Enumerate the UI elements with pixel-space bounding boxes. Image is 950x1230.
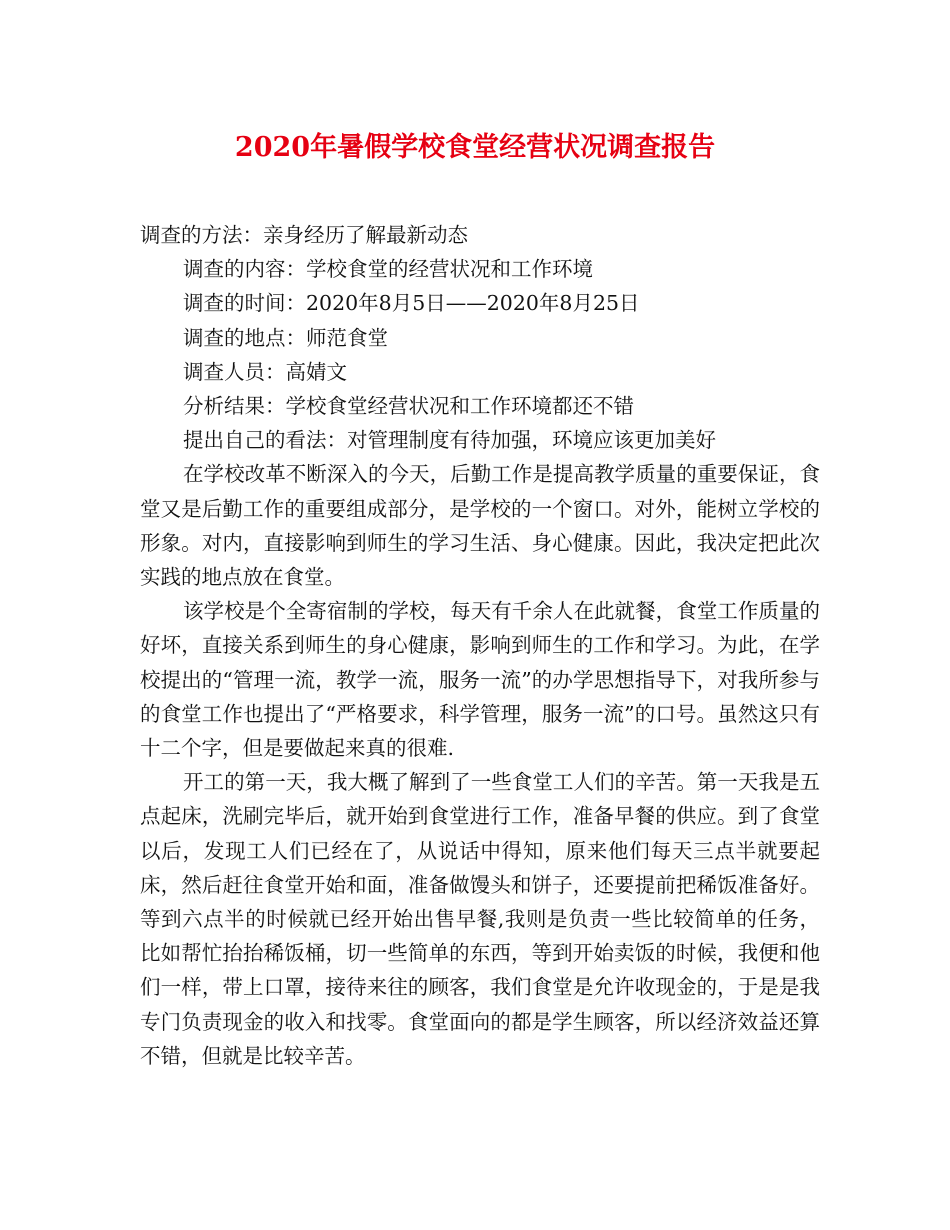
- meta-result: 分析结果：学校食堂经营状况和工作环境都还不错: [183, 394, 634, 419]
- document-title: 2020年暑假学校食堂经营状况调查报告: [234, 132, 716, 163]
- document-body: [140, 218, 820, 1073]
- meta-opinion: 提出自己的看法：对管理制度有待加强，环境应该更加美好: [183, 428, 716, 453]
- meta-investigator: 调查人员：高婧文: [183, 359, 347, 384]
- body-paragraph: 在学校改革不断深入的今天，后勤工作是提高教学质量的重要保证，食堂又是后勤工作的重要组成部分，是学校的一个窗口。对外，能树立学校的形象。对内，直接影响到师生的学习生活、身心健康。因此，我决定把此次实践的地点放在食堂。: [140, 462, 820, 590]
- meta-content: 调查的内容：学校食堂的经营状况和工作环境: [183, 257, 593, 282]
- meta-time: 调查的时间：2020年8月5日——2020年8月25日: [183, 291, 640, 316]
- meta-location: 调查的地点：师范食堂: [183, 325, 388, 350]
- body-paragraph: 开工的第一天，我大概了解到了一些食堂工人们的辛苦。第一天我是五点起床，洗刷完毕后，就开始到食堂进行工作，准备早餐的供应。到了食堂以后，发现工人们已经在了，从说话中得知，原来他们每天三点半就要起床，然后赶往食堂开始和面，准备做馒头和饼子，还要提前把稀饭准备好。等到六点半的时候就已经开始出售早餐,我则是负责一些比较简单的任务，比如帮忙抬抬稀饭桶，切一些简单的东西，等到开始卖饭的时候，我便和他们一样，带上口罩，接待来往的顾客，我们食堂是允许收现金的，于是是我专门负责现金的收入和找零。食堂面向的都是学生顾客，所以经济效益还算不错，但就是比较辛苦。: [140, 770, 820, 1068]
- body-paragraph: 该学校是个全寄宿制的学校，每天有千余人在此就餐，食堂工作质量的好坏，直接关系到师生的身心健康，影响到师生的工作和学习。为此，在学校提出的“管理一流，教学一流，服务一流”的办学思想指导下，对我所参与的食堂工作也提出了“严格要求，科学管理，服务一流”的口号。虽然这只有十二个字，但是要做起来真的很难.: [140, 599, 820, 761]
- meta-method: 调查的方法：亲身经历了解最新动态: [140, 223, 468, 247]
